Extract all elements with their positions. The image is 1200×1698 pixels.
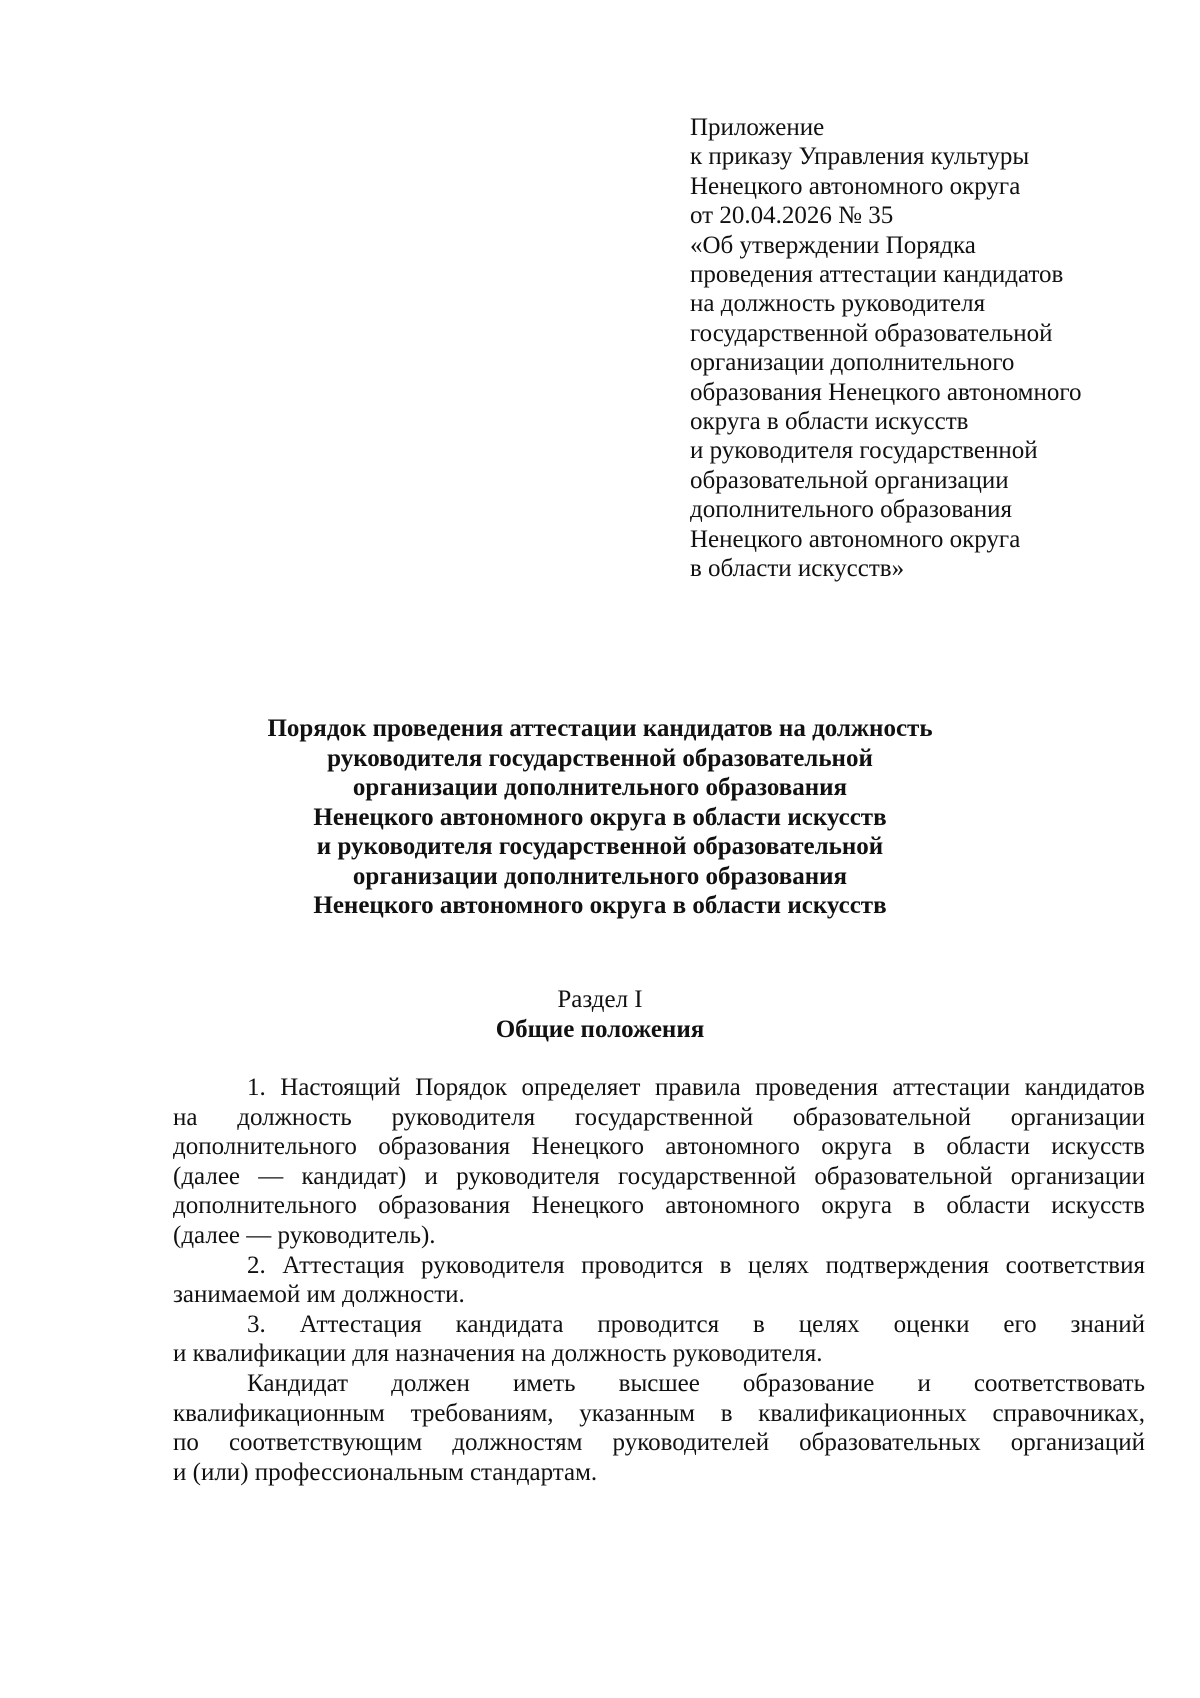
paragraph-4: [173, 1369, 1145, 1487]
paragraph-line: по соответствующим должностям руководителей образовательных организаций: [173, 1429, 1145, 1457]
appendix-line: Приложение: [690, 114, 825, 141]
paragraph-1: [173, 1073, 1145, 1251]
paragraph-line: 3. Аттестация кандидата проводится в целях оценки его знаний: [247, 1310, 1145, 1338]
section-title: Общие положения: [495, 1016, 705, 1043]
appendix-line: организации дополнительного: [690, 349, 1015, 377]
appendix-line: проведения аттестации кандидатов: [690, 261, 1064, 289]
appendix-block: [690, 113, 1130, 584]
appendix-line: «Об утверждении Порядка: [690, 231, 976, 259]
appendix-line: округа в области искусств: [690, 408, 969, 436]
appendix-line: к приказу Управления культуры: [690, 143, 1030, 171]
paragraph-line: дополнительного образования Ненецкого автономного округа в области искусств: [173, 1192, 1145, 1220]
paragraph-line: 2. Аттестация руководителя проводится в целях подтверждения соответствия: [247, 1251, 1145, 1279]
title-line: и руководителя государственной образовательной: [316, 833, 884, 860]
paragraph-2: [173, 1251, 1145, 1310]
section-label: Раздел I: [557, 986, 643, 1013]
appendix-line: от 20.04.2026 № 35: [690, 202, 894, 230]
paragraph-3: [173, 1310, 1145, 1369]
paragraph-line: на должность руководителя государственной образовательной организации: [173, 1103, 1145, 1131]
appendix-line: и руководителя государственной: [690, 437, 1038, 465]
paragraph-line: квалификационным требованиям, указанным в квалификационных справочниках,: [173, 1399, 1145, 1427]
paragraph-line: занимаемой им должности.: [173, 1281, 465, 1309]
appendix-line: дополнительного образования: [690, 496, 1013, 524]
appendix-line: государственной образовательной: [690, 319, 1053, 347]
document-title: [140, 714, 1060, 921]
paragraph-line: дополнительного образования Ненецкого автономного округа в области искусств: [173, 1133, 1145, 1161]
body-text: [173, 1073, 1145, 1487]
paragraph-line: (далее — кандидат) и руководителя государственной образовательной организации: [173, 1162, 1145, 1190]
title-line: Ненецкого автономного округа в области искусств: [313, 803, 887, 831]
title-line: Ненецкого автономного округа в области искусств: [313, 892, 887, 919]
appendix-line: Ненецкого автономного округа: [690, 525, 1021, 553]
paragraph-line: и квалификации для назначения на должность руководителя.: [173, 1340, 823, 1368]
appendix-line: в области искусств»: [690, 555, 905, 583]
paragraph-line: (далее — руководитель).: [173, 1221, 436, 1249]
title-line: Порядок проведения аттестации кандидатов на должность: [267, 715, 933, 742]
appendix-line: образовательной организации: [690, 466, 1009, 494]
appendix-line: Ненецкого автономного округа: [690, 172, 1021, 200]
title-line: руководителя государственной образовательной: [327, 744, 873, 772]
appendix-line: образования Ненецкого автономного: [690, 378, 1082, 406]
title-line: организации дополнительного образования: [352, 774, 848, 801]
appendix-line: на должность руководителя: [690, 290, 986, 318]
paragraph-line: 1. Настоящий Порядок определяет правила проведения аттестации кандидатов: [247, 1074, 1145, 1101]
title-line: организации дополнительного образования: [352, 862, 848, 890]
paragraph-line: Кандидат должен иметь высшее образование и соответствовать: [247, 1369, 1145, 1397]
paragraph-line: и (или) профессиональным стандартам.: [173, 1458, 598, 1486]
